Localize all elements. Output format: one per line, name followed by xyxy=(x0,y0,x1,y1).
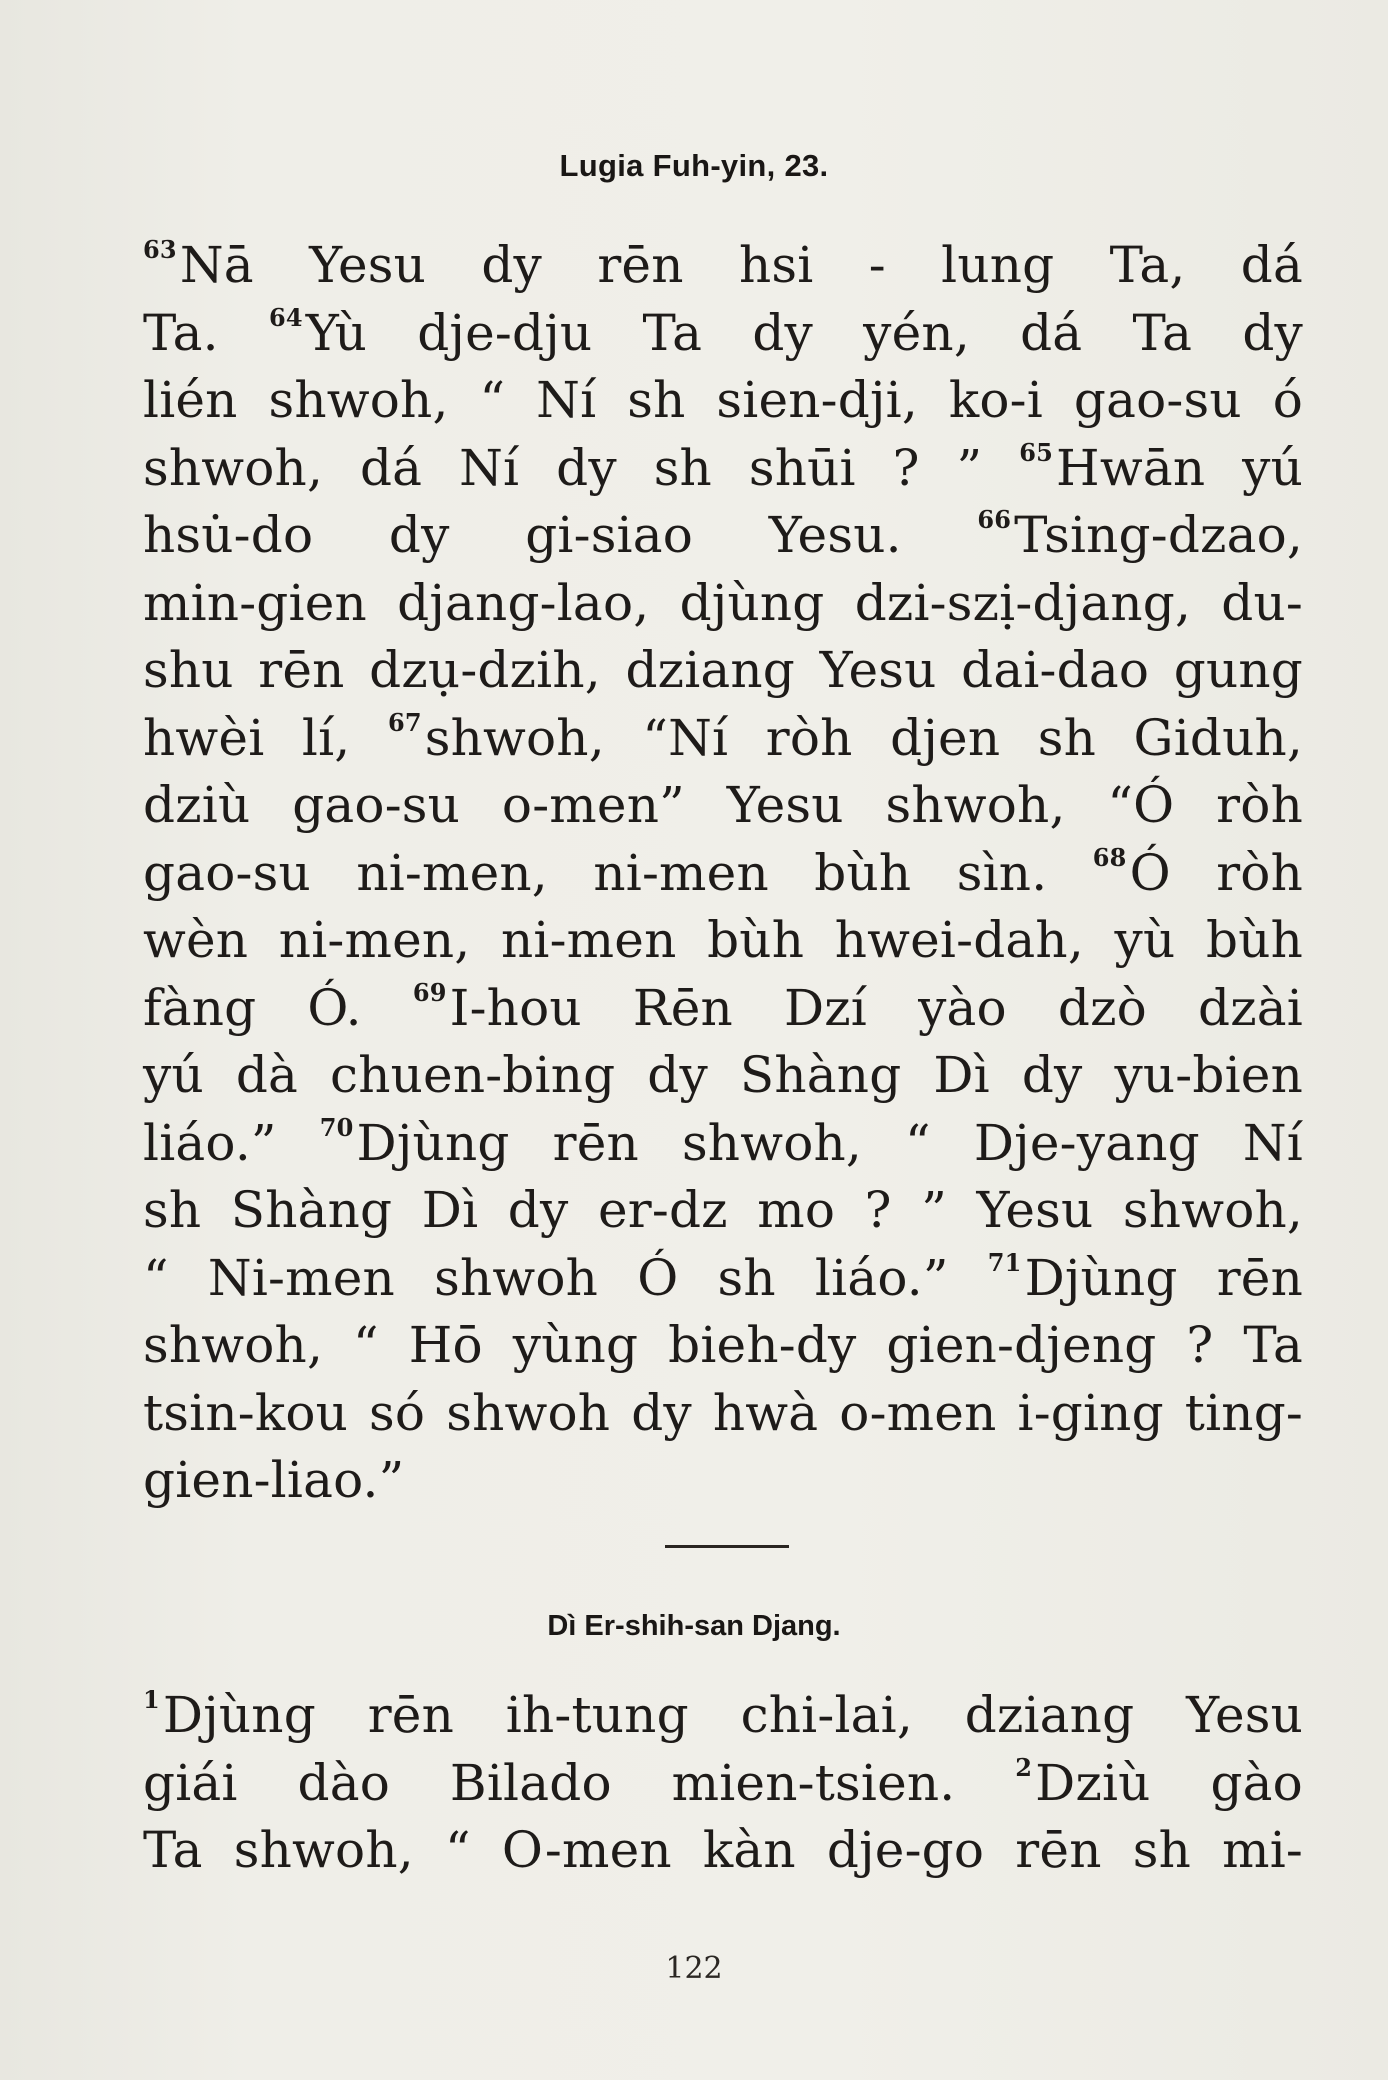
verse-text: Ta. xyxy=(143,303,269,362)
verse-text: tsin-kou só shwoh dy hwà o-men i-ging ting- xyxy=(143,1383,1303,1442)
text-line xyxy=(143,300,1303,368)
text-line xyxy=(143,705,1303,773)
verse-text: giái dào Bilado mien-tsien. xyxy=(143,1753,1016,1812)
gospel-text-block xyxy=(143,232,1303,1515)
verse-text: sh Shàng Dì dy er-dz mo ? ” Yesu shwoh, xyxy=(143,1181,1303,1239)
verse-text: gien-liao.” xyxy=(143,1451,405,1509)
text-line xyxy=(143,975,1303,1043)
verse-number: 67 xyxy=(387,707,422,737)
verse-number: 68 xyxy=(1092,842,1127,872)
text-line xyxy=(143,435,1303,503)
verse-text: hwèi lí, xyxy=(143,708,388,767)
verse-text: Djùng rēn ih-tung chi-lai, dziang Yesu xyxy=(162,1686,1303,1744)
verse-text: liáo.” xyxy=(143,1113,320,1172)
verse-text: Djùng rēn xyxy=(1024,1248,1304,1307)
text-line xyxy=(143,1380,1303,1448)
running-header: Lugia Fuh-yin, 23. xyxy=(559,148,829,183)
verse-text: “ Ni-men shwoh Ó sh liáo.” xyxy=(143,1248,988,1307)
verse-text: dziù gao-su o-men” Yesu shwoh, “Ó ròh xyxy=(143,776,1303,834)
text-line xyxy=(143,907,1303,975)
verse-text: wèn ni-men, ni-men bùh hwei-dah, yù bùh xyxy=(143,911,1303,969)
verse-text: gao-su ni-men, ni-men bùh sìn. xyxy=(143,843,1093,902)
text-line xyxy=(143,1042,1303,1110)
text-line xyxy=(143,772,1303,840)
chapter-text-block xyxy=(143,1682,1303,1885)
verse-text: Nā Yesu dy rēn hsi - lung Ta, dá xyxy=(179,236,1303,294)
verse-text: min-gien djang-lao, djùng dzi-szị-djang, du- xyxy=(143,573,1303,632)
verse-number: 70 xyxy=(319,1112,354,1142)
verse-text: Ó ròh xyxy=(1129,843,1304,902)
verse-number: 66 xyxy=(977,505,1012,534)
verse-text: Djùng rēn shwoh, “ Dje-yang Ní xyxy=(356,1113,1304,1172)
text-line xyxy=(143,1110,1303,1178)
verse-number: 63 xyxy=(143,235,177,264)
text-line xyxy=(143,637,1303,705)
text-line xyxy=(143,1245,1303,1313)
verse-text: shwoh, “Ní ròh djen sh Giduh, xyxy=(424,708,1303,767)
verse-text: I-hou Rēn Dzí yào dzò dzài xyxy=(449,978,1303,1037)
text-line xyxy=(143,1177,1303,1245)
verse-text: shu rēn dzụ-dzih, dziang Yesu dai-dao gung xyxy=(143,641,1303,699)
verse-text: shwoh, “ Hō yùng bieh-dy gien-djeng ? Ta xyxy=(143,1316,1303,1374)
text-line xyxy=(143,502,1303,570)
verse-text: yú dà chuen-bing dy Shàng Dì dy yu-bien xyxy=(143,1046,1303,1104)
verse-number: 71 xyxy=(987,1247,1022,1277)
verse-text: shwoh, dá Ní dy sh shūi ? ” xyxy=(143,438,1020,497)
verse-number: 1 xyxy=(143,1685,160,1714)
text-line xyxy=(143,1447,1303,1515)
text-line xyxy=(143,1682,1303,1750)
verse-text: Yù dje-dju Ta dy yén, dá Ta dy xyxy=(305,303,1303,362)
verse-text: Dziù gào xyxy=(1035,1753,1303,1812)
page-number: 122 xyxy=(665,1951,723,1986)
text-line xyxy=(143,1312,1303,1380)
chapter-divider xyxy=(665,1545,789,1548)
text-line xyxy=(143,367,1303,435)
verse-text: Tsing-dzao, xyxy=(1014,506,1303,564)
verse-text: lién shwoh, “ Ní sh sien-dji, ko-i gao-su ó xyxy=(143,371,1303,429)
text-line xyxy=(143,232,1303,300)
text-line xyxy=(143,1750,1303,1818)
text-line xyxy=(143,840,1303,908)
verse-number: 69 xyxy=(412,977,447,1007)
verse-text: fàng Ó. xyxy=(143,978,413,1037)
verse-number: 2 xyxy=(1015,1752,1033,1782)
text-line xyxy=(143,1817,1303,1885)
text-line xyxy=(143,570,1303,638)
verse-number: 64 xyxy=(268,302,303,332)
verse-text: Ta shwoh, “ O-men kàn dje-go rēn sh mi- xyxy=(143,1821,1303,1879)
verse-number: 65 xyxy=(1019,437,1054,467)
verse-text: Hwān yú xyxy=(1056,438,1304,497)
chapter-heading: Dì Er-shih-san Djang. xyxy=(547,1610,841,1642)
verse-text: hsu̇-do dy gi-siao Yesu. xyxy=(143,506,978,564)
